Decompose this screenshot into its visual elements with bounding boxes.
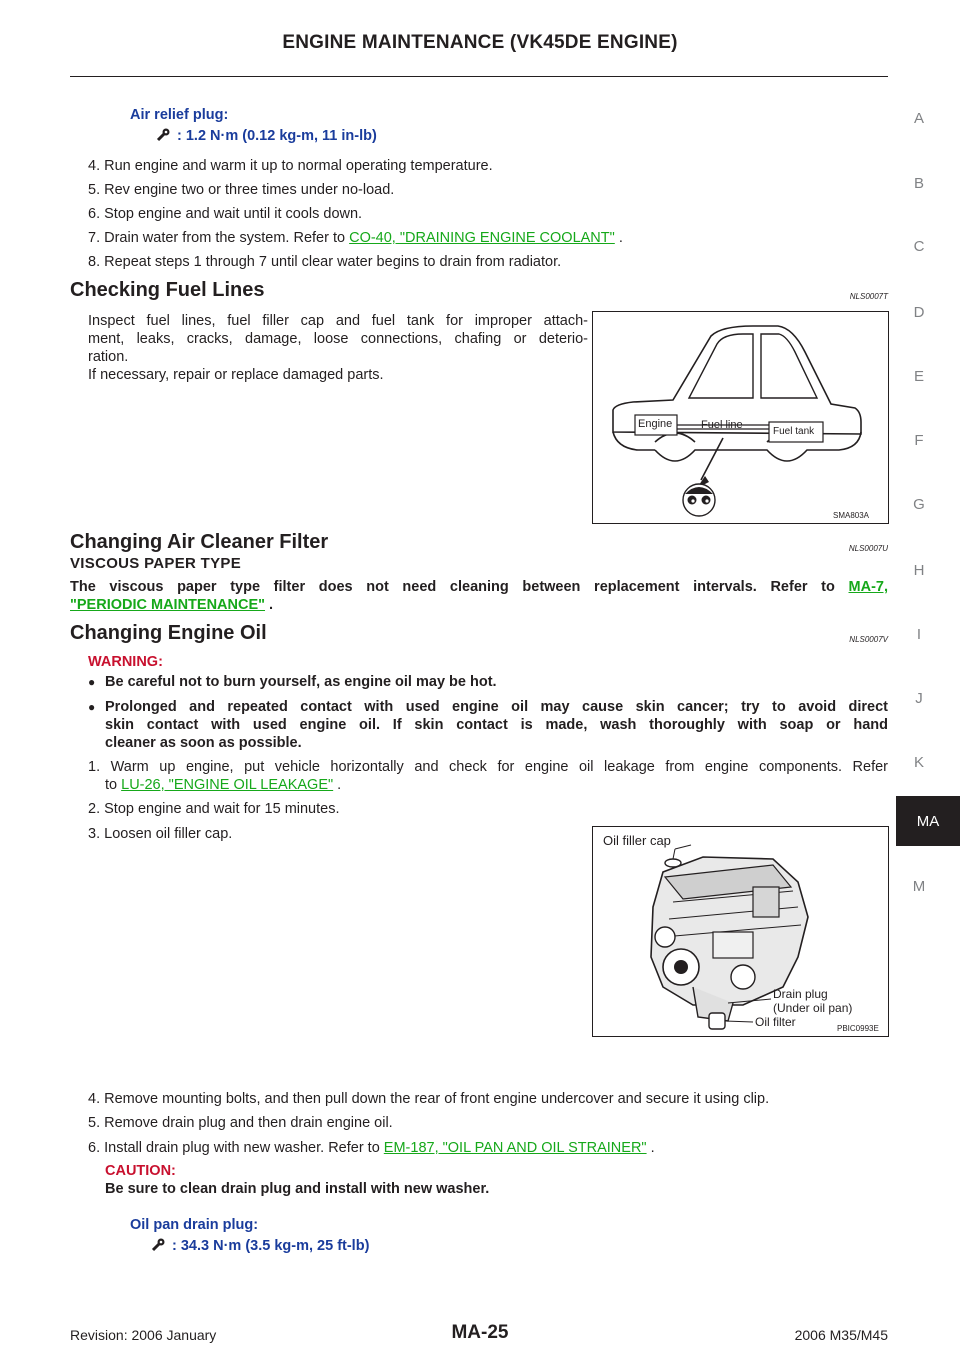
side-tab-e[interactable]: E [913,368,924,385]
side-tab-i[interactable]: I [916,626,922,643]
side-tab-b[interactable]: B [913,175,924,192]
air-cleaner-text-line-1: The viscous paper type filter does not need cleaning between replacement intervals. Refer to MA-7, [70,579,888,595]
figure-label-engine: Engine [638,418,673,430]
side-tab-f[interactable]: F [914,432,924,449]
warning-bullet-2-line-2: skin contact with used engine oil. If skin contact is made, wash thoroughly with soap or hand [105,717,888,733]
oil-step-6: 6. Install drain plug with new washer. Refer to EM-187, "OIL PAN AND OIL STRAINER" . [88,1140,655,1156]
bullet-dot-2: ● [88,700,96,714]
side-tab-h[interactable]: H [913,562,925,579]
figure-code-sma803a: SMA803A [833,511,870,520]
section-title-engine-oil: Changing Engine Oil [70,622,267,644]
link-em-187[interactable]: EM-187, "OIL PAN AND OIL STRAINER" [383,1140,647,1156]
link-co-40[interactable]: CO-40, "DRAINING ENGINE COOLANT" [349,230,615,246]
oil-step-2: 2. Stop engine and wait for 15 minutes. [88,801,340,817]
oil-step-1-line-2: to LU-26, "ENGINE OIL LEAKAGE" . [105,777,342,793]
fuel-lines-line-4: If necessary, repair or replace damaged parts. [88,367,384,383]
oil-step-4: 4. Remove mounting bolts, and then pull down the rear of front engine undercover and secure it using clip. [88,1091,770,1107]
link-ma-7[interactable]: MA-7, [848,579,888,595]
figure-label-oil-filler-cap: Oil filler cap [603,833,671,848]
link-periodic-maintenance[interactable]: "PERIODIC MAINTENANCE" [70,597,266,613]
side-tab-ma-active[interactable]: MA [896,796,960,846]
figure-code-pbic0993e: PBIC0993E [837,1024,879,1033]
subhead-viscous-paper: VISCOUS PAPER TYPE [70,555,241,572]
side-tab-a[interactable]: A [913,110,924,127]
figure-label-under-oil-pan: (Under oil pan) [773,1001,853,1015]
header-divider [70,76,888,77]
air-relief-label: Air relief plug: [130,107,229,123]
figure-label-fuel-line: Fuel line [701,419,743,431]
figure-label-drain-plug: Drain plug [773,987,828,1001]
warning-bullet-2-line-3: cleaner as soon as possible. [105,735,302,751]
warning-label: WARNING: [88,654,163,670]
air-relief-torque-row [155,127,377,145]
footer-revision: Revision: 2006 January [70,1327,217,1343]
step-4: 4. Run engine and warm it up to normal operating temperature. [88,158,493,174]
step-6: 6. Stop engine and wait until it cools down. [88,206,363,222]
figure-label-fuel-tank: Fuel tank [773,426,815,437]
torque-wrench-icon [155,127,171,143]
caution-label: CAUTION: [105,1163,176,1179]
air-cleaner-text-line-2: "PERIODIC MAINTENANCE" . [70,597,274,613]
fuel-line-figure [592,311,889,524]
fuel-lines-line-3: ration. [88,349,129,365]
engine-oil-figure [592,826,889,1037]
drain-plug-label: Oil pan drain plug: [130,1217,259,1233]
drain-plug-torque: : 34.3 N·m (3.5 kg-m, 25 ft-lb) [172,1238,370,1254]
bullet-dot-1: ● [88,675,96,689]
side-tab-m[interactable]: M [912,878,926,895]
side-tab-g[interactable]: G [913,496,925,513]
air-relief-torque: : 1.2 N·m (0.12 kg-m, 11 in-lb) [177,128,377,144]
page-header-title: ENGINE MAINTENANCE (VK45DE ENGINE) [282,32,678,53]
footer-page-number: MA-25 [451,1322,509,1343]
section-title-fuel-lines: Checking Fuel Lines [70,279,265,301]
step-5: 5. Rev engine two or three times under no-load. [88,182,395,198]
warning-bullet-1: Be careful not to burn yourself, as engine oil may be hot. [105,674,497,690]
section-code-fuel-lines: NLS0007T [849,292,888,301]
side-tab-k[interactable]: K [913,754,924,771]
oil-step-3: 3. Loosen oil filler cap. [88,826,233,842]
warning-bullet-2-line-1: Prolonged and repeated contact with used engine oil may cause skin cancer; try to avoid direct [105,699,888,715]
section-code-engine-oil: NLS0007V [849,635,888,644]
drain-plug-torque-row [150,1237,369,1255]
footer-model: 2006 M35/M45 [794,1327,888,1343]
figure-label-oil-filter: Oil filter [755,1015,796,1029]
section-title-air-cleaner: Changing Air Cleaner Filter [70,531,329,553]
fuel-lines-line-2: ment, leaks, cracks, damage, loose connections, chafing or deterio- [88,331,588,347]
section-code-air-cleaner: NLS0007U [848,544,888,553]
step-7: 7. Drain water from the system. Refer to CO-40, "DRAINING ENGINE COOLANT" . [88,230,623,246]
side-tab-j[interactable]: J [915,690,923,707]
side-tab-d[interactable]: D [913,304,925,321]
torque-wrench-icon [150,1237,166,1253]
fuel-lines-line-1: Inspect fuel lines, fuel filler cap and fuel tank for improper attach- [88,313,588,329]
oil-step-5: 5. Remove drain plug and then drain engine oil. [88,1115,393,1131]
link-lu-26[interactable]: LU-26, "ENGINE OIL LEAKAGE" [121,777,334,793]
oil-step-1-line-1: 1. Warm up engine, put vehicle horizontally and check for engine oil leakage from engine components. Refer [88,759,888,775]
step-8: 8. Repeat steps 1 through 7 until clear water begins to drain from radiator. [88,254,562,270]
side-tab-c[interactable]: C [913,238,925,255]
caution-text: Be sure to clean drain plug and install with new washer. [105,1181,490,1197]
